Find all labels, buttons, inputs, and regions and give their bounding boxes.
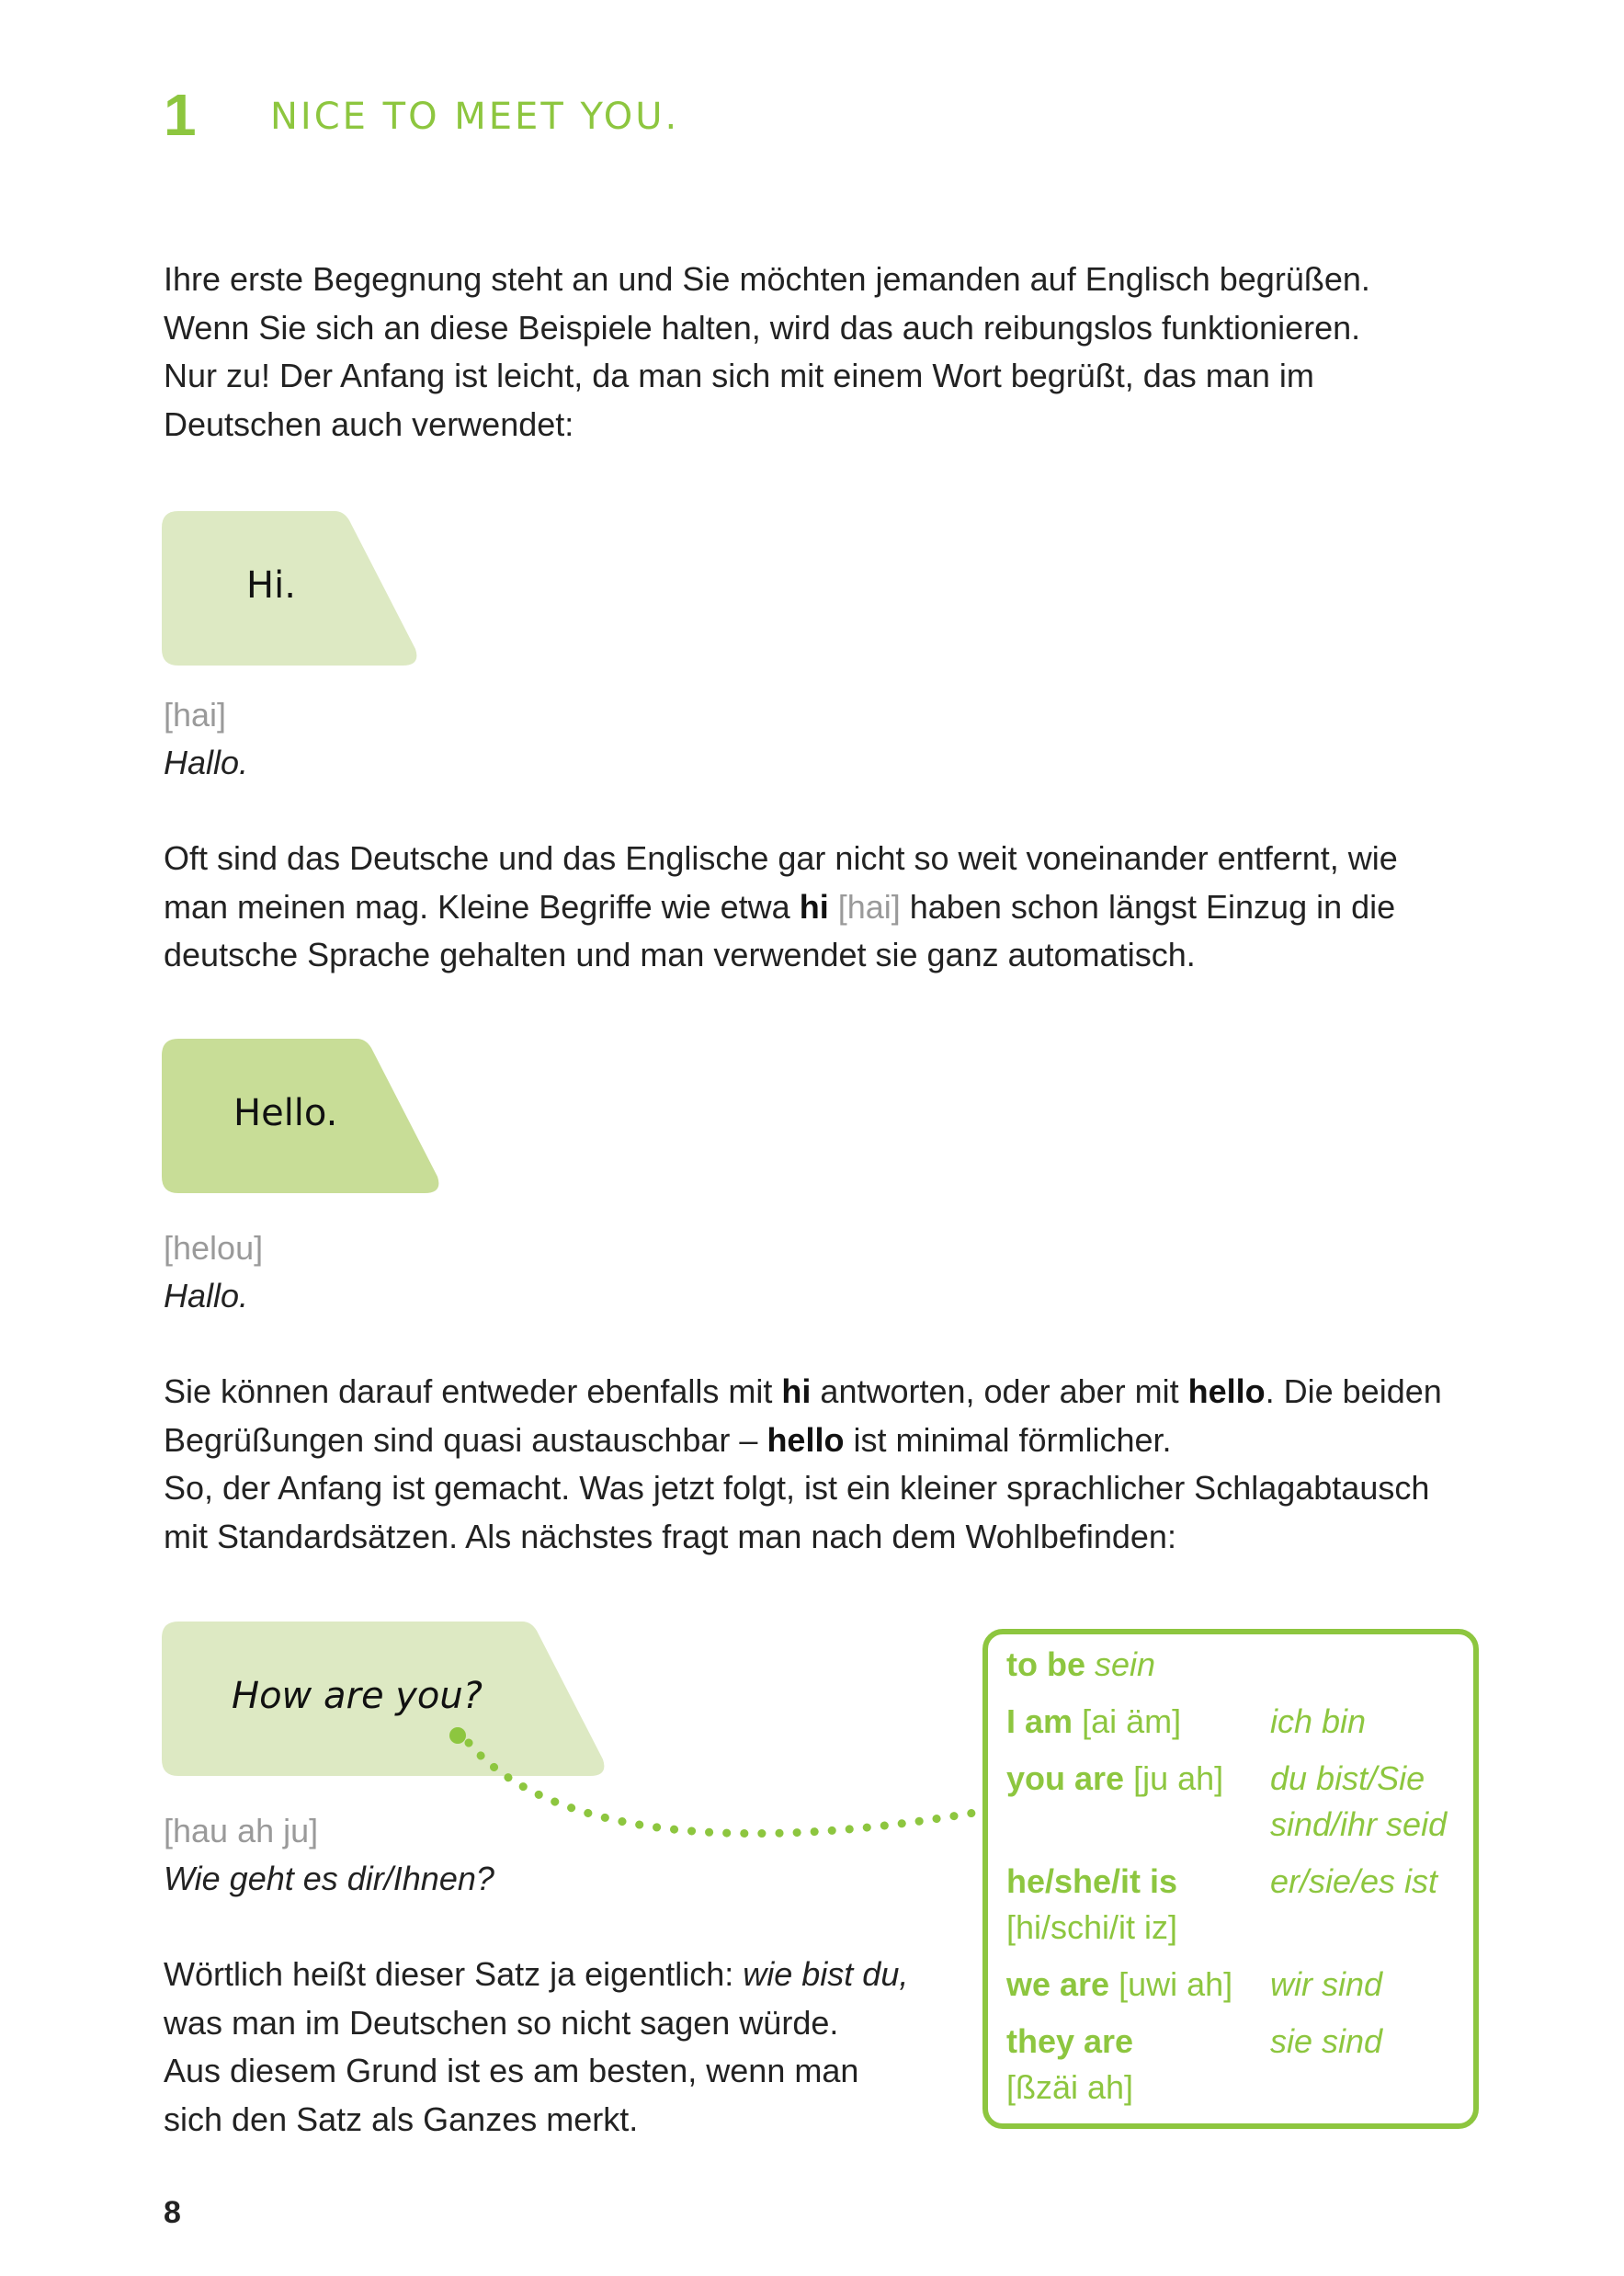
vocab-header [1006, 1642, 1155, 1688]
chapter-title: NICE TO MEET YOU. [270, 96, 680, 138]
page-number: 8 [164, 2195, 181, 2230]
keyword-hi: hi [799, 887, 829, 926]
text-segment: antworten, oder aber mit [811, 1372, 1188, 1410]
text-segment: . Die beiden [1265, 1372, 1442, 1410]
vocab-pron: [ai äm] [1082, 1702, 1182, 1740]
text-segment: Sie können darauf entweder ebenfalls mit [164, 1372, 782, 1410]
paragraph-line: deutsche Sprache gehalten und man verwendet sie ganz automatisch. [164, 936, 1196, 973]
vocab-de: sind/ihr seid [1270, 1805, 1448, 1843]
paragraph-2 [164, 835, 1478, 980]
vocab-header-en: to be [1006, 1645, 1085, 1683]
paragraph-line: So, der Anfang ist gemacht. Was jetzt folgt, ist ein kleiner sprachlicher Schlagabtausch [164, 1469, 1430, 1507]
intro-line: Ihre erste Begegnung steht an und Sie möchten jemanden auf Englisch begrüßen. [164, 260, 1370, 298]
paragraph-line [164, 1951, 954, 1999]
pronunciation-hi: [hai] [164, 696, 227, 734]
paragraph-3 [164, 1368, 1478, 1561]
vocab-de: wir sind [1270, 1965, 1383, 2003]
paragraph-line: Aus diesem Grund ist es am besten, wenn man [164, 2052, 859, 2089]
text-segment: Begrüßungen sind quasi austauschbar – [164, 1420, 767, 1459]
speech-bubble-hello [162, 1039, 441, 1195]
paragraph-line [164, 883, 1478, 932]
literal-translation: wie bist du, [743, 1955, 909, 1993]
inline-pronunciation: [hai] [837, 887, 901, 926]
intro-paragraph [164, 256, 1478, 449]
dotted-connector [441, 1719, 993, 1857]
text-segment: Wörtlich heißt dieser Satz ja eigentlich: [164, 1955, 744, 1993]
keyword-hello: hello [1187, 1372, 1266, 1410]
vocab-header-de: sein [1095, 1645, 1156, 1683]
translation-hello: Hallo. [164, 1277, 249, 1314]
vocab-en: I am [1006, 1702, 1073, 1740]
vocab-de: ich bin [1270, 1702, 1367, 1740]
vocab-row-en [1006, 1699, 1181, 1745]
paragraph-line: mit Standardsätzen. Als nächstes fragt man nach dem Wohlbefinden: [164, 1517, 1176, 1555]
vocab-row-en [1006, 1962, 1232, 2008]
intro-line: Wenn Sie sich an diese Beispiele halten, wird das auch reibungslos funktionieren. [164, 308, 1361, 347]
vocab-de: er/sie/es ist [1270, 1862, 1438, 1900]
text-segment: man meinen mag. Kleine Begriffe wie etwa [164, 887, 800, 926]
vocab-pron: [uwi ah] [1119, 1965, 1233, 2003]
paragraph-line [164, 1368, 1478, 1417]
text-segment: ist minimal förmlicher. [844, 1420, 1172, 1459]
speech-bubble-hi [162, 511, 419, 667]
intro-line: Deutschen auch verwendet: [164, 404, 574, 443]
paragraph-4 [164, 1951, 954, 2144]
keyword-hi: hi [781, 1372, 812, 1410]
phrase-how-are-you: How are you? [232, 1675, 483, 1717]
vocab-de: du bist/Sie [1270, 1759, 1425, 1797]
translation-how-are-you: Wie geht es dir/Ihnen? [164, 1860, 494, 1897]
paragraph-line: was man im Deutschen so nicht sagen würde. [164, 2003, 839, 2042]
vocab-de: sie sind [1270, 2022, 1383, 2060]
vocab-en: he/she/it is [1006, 1862, 1178, 1900]
keyword-hello: hello [767, 1420, 845, 1459]
pronunciation-how-are-you: [hau ah ju] [164, 1812, 319, 1849]
paragraph-line [164, 1417, 1478, 1465]
translation-hi: Hallo. [164, 744, 249, 781]
vocab-pron: [hi/schi/it iz] [1006, 1908, 1178, 1946]
chapter-number: 1 [164, 82, 197, 148]
vocab-en: we are [1006, 1965, 1110, 2003]
vocab-pron: [ju ah] [1133, 1759, 1224, 1797]
vocab-en: you are [1006, 1759, 1125, 1797]
pronunciation-hello: [helou] [164, 1229, 264, 1267]
paragraph-line: sich den Satz als Ganzes merkt. [164, 2100, 639, 2138]
vocab-row-en [1006, 1756, 1223, 1802]
vocab-pron: [ßzäi ah] [1006, 2068, 1134, 2106]
phrase-hi: Hi. [246, 564, 296, 607]
phrase-hello: Hello. [233, 1092, 338, 1134]
vocab-en: they are [1006, 2022, 1134, 2060]
intro-line: Nur zu! Der Anfang ist leicht, da man sich mit einem Wort begrüßt, das man im [164, 357, 1314, 394]
paragraph-line: Oft sind das Deutsche und das Englische gar nicht so weit voneinander entfernt, wie [164, 839, 1398, 877]
text-segment: haben schon längst Einzug in die [900, 887, 1396, 926]
